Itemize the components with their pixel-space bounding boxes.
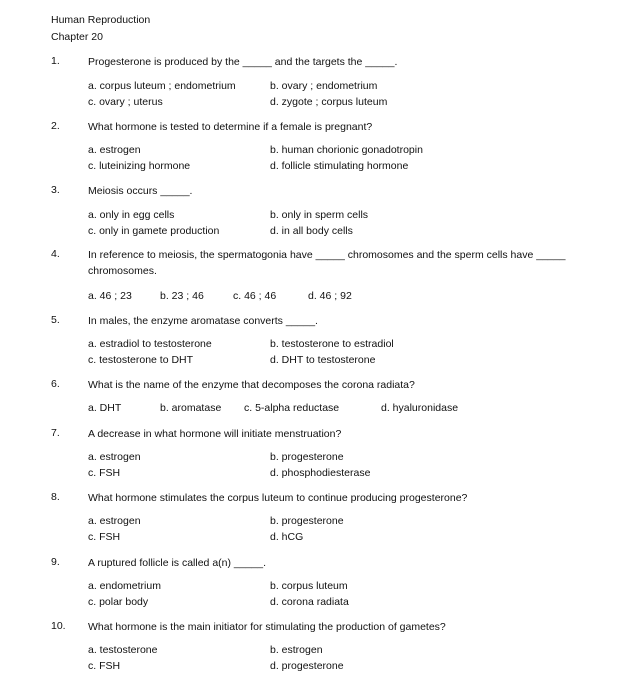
question-text: What is the name of the enzyme that decomposes the corona radiata? xyxy=(88,379,415,391)
option-a: a. only in egg cells xyxy=(88,209,175,221)
option-c: c. luteinizing hormone xyxy=(88,160,191,172)
option-d: d. zygote ; corpus luteum xyxy=(270,96,388,108)
option-b: b. aromatase xyxy=(160,402,222,414)
question-text: Meiosis occurs _____. xyxy=(88,185,193,197)
chapter-label: Chapter 20 xyxy=(51,31,103,43)
option-d: d. in all body cells xyxy=(270,225,353,237)
option-a: a. testosterone xyxy=(88,644,158,656)
question-text: A decrease in what hormone will initiate menstruation? xyxy=(88,428,342,440)
option-b: b. testosterone to estradiol xyxy=(270,338,394,350)
option-a: a. estrogen xyxy=(88,144,141,156)
question-text: A ruptured follicle is called a(n) _____. xyxy=(88,557,267,569)
option-a: a. DHT xyxy=(88,402,122,414)
question-number: 1. xyxy=(51,55,60,67)
option-d: d. follicle stimulating hormone xyxy=(270,160,409,172)
question-number: 2. xyxy=(51,120,60,132)
option-d: d. hyaluronidase xyxy=(381,402,459,414)
question-number: 8. xyxy=(51,491,60,503)
question-number: 3. xyxy=(51,184,60,196)
question-text: Progesterone is produced by the _____ and the targets the _____. xyxy=(88,56,398,68)
option-b: b. human chorionic gonadotropin xyxy=(270,144,423,156)
question-text: In males, the enzyme aromatase converts _____. xyxy=(88,315,318,327)
option-a: a. estrogen xyxy=(88,515,141,527)
option-d: d. phosphodiesterase xyxy=(270,467,371,479)
option-b: b. only in sperm cells xyxy=(270,209,369,221)
question-text: What hormone stimulates the corpus luteum to continue producing progesterone? xyxy=(88,492,468,504)
option-b: b. 23 ; 46 xyxy=(160,290,204,302)
option-d: d. DHT to testosterone xyxy=(270,354,376,366)
option-d: d. 46 ; 92 xyxy=(308,290,352,302)
option-d: d. hCG xyxy=(270,531,304,543)
question-number: 4. xyxy=(51,248,60,260)
document-title: Human Reproduction xyxy=(51,14,151,26)
option-a: a. corpus luteum ; endometrium xyxy=(88,80,236,92)
question-text: What hormone is tested to determine if a female is pregnant? xyxy=(88,121,373,133)
question-text: In reference to meiosis, the spermatogonia have _____ chromosomes and the sperm cells have _____ chromosomes. xyxy=(88,249,566,277)
option-c: c. ovary ; uterus xyxy=(88,96,163,108)
option-c: c. only in gamete production xyxy=(88,225,220,237)
option-b: b. progesterone xyxy=(270,515,344,527)
question-number: 5. xyxy=(51,314,60,326)
option-a: a. estrogen xyxy=(88,451,141,463)
option-b: b. ovary ; endometrium xyxy=(270,80,378,92)
option-c: c. testosterone to DHT xyxy=(88,354,194,366)
option-c: c. 5-alpha reductase xyxy=(244,402,340,414)
question-number: 7. xyxy=(51,427,60,439)
option-c: c. 46 ; 46 xyxy=(233,290,277,302)
option-c: c. FSH xyxy=(88,660,121,672)
question-number: 9. xyxy=(51,556,60,568)
option-d: d. corona radiata xyxy=(270,596,349,608)
option-a: a. estradiol to testosterone xyxy=(88,338,212,350)
question-text: What hormone is the main initiator for stimulating the production of gametes? xyxy=(88,621,446,633)
option-c: c. FSH xyxy=(88,531,121,543)
question-number: 10. xyxy=(51,620,66,632)
option-a: a. endometrium xyxy=(88,580,161,592)
question-number: 6. xyxy=(51,378,60,390)
option-c: c. polar body xyxy=(88,596,149,608)
option-b: b. progesterone xyxy=(270,451,344,463)
option-c: c. FSH xyxy=(88,467,121,479)
option-b: b. estrogen xyxy=(270,644,323,656)
option-a: a. 46 ; 23 xyxy=(88,290,132,302)
option-d: d. progesterone xyxy=(270,660,344,672)
option-b: b. corpus luteum xyxy=(270,580,348,592)
